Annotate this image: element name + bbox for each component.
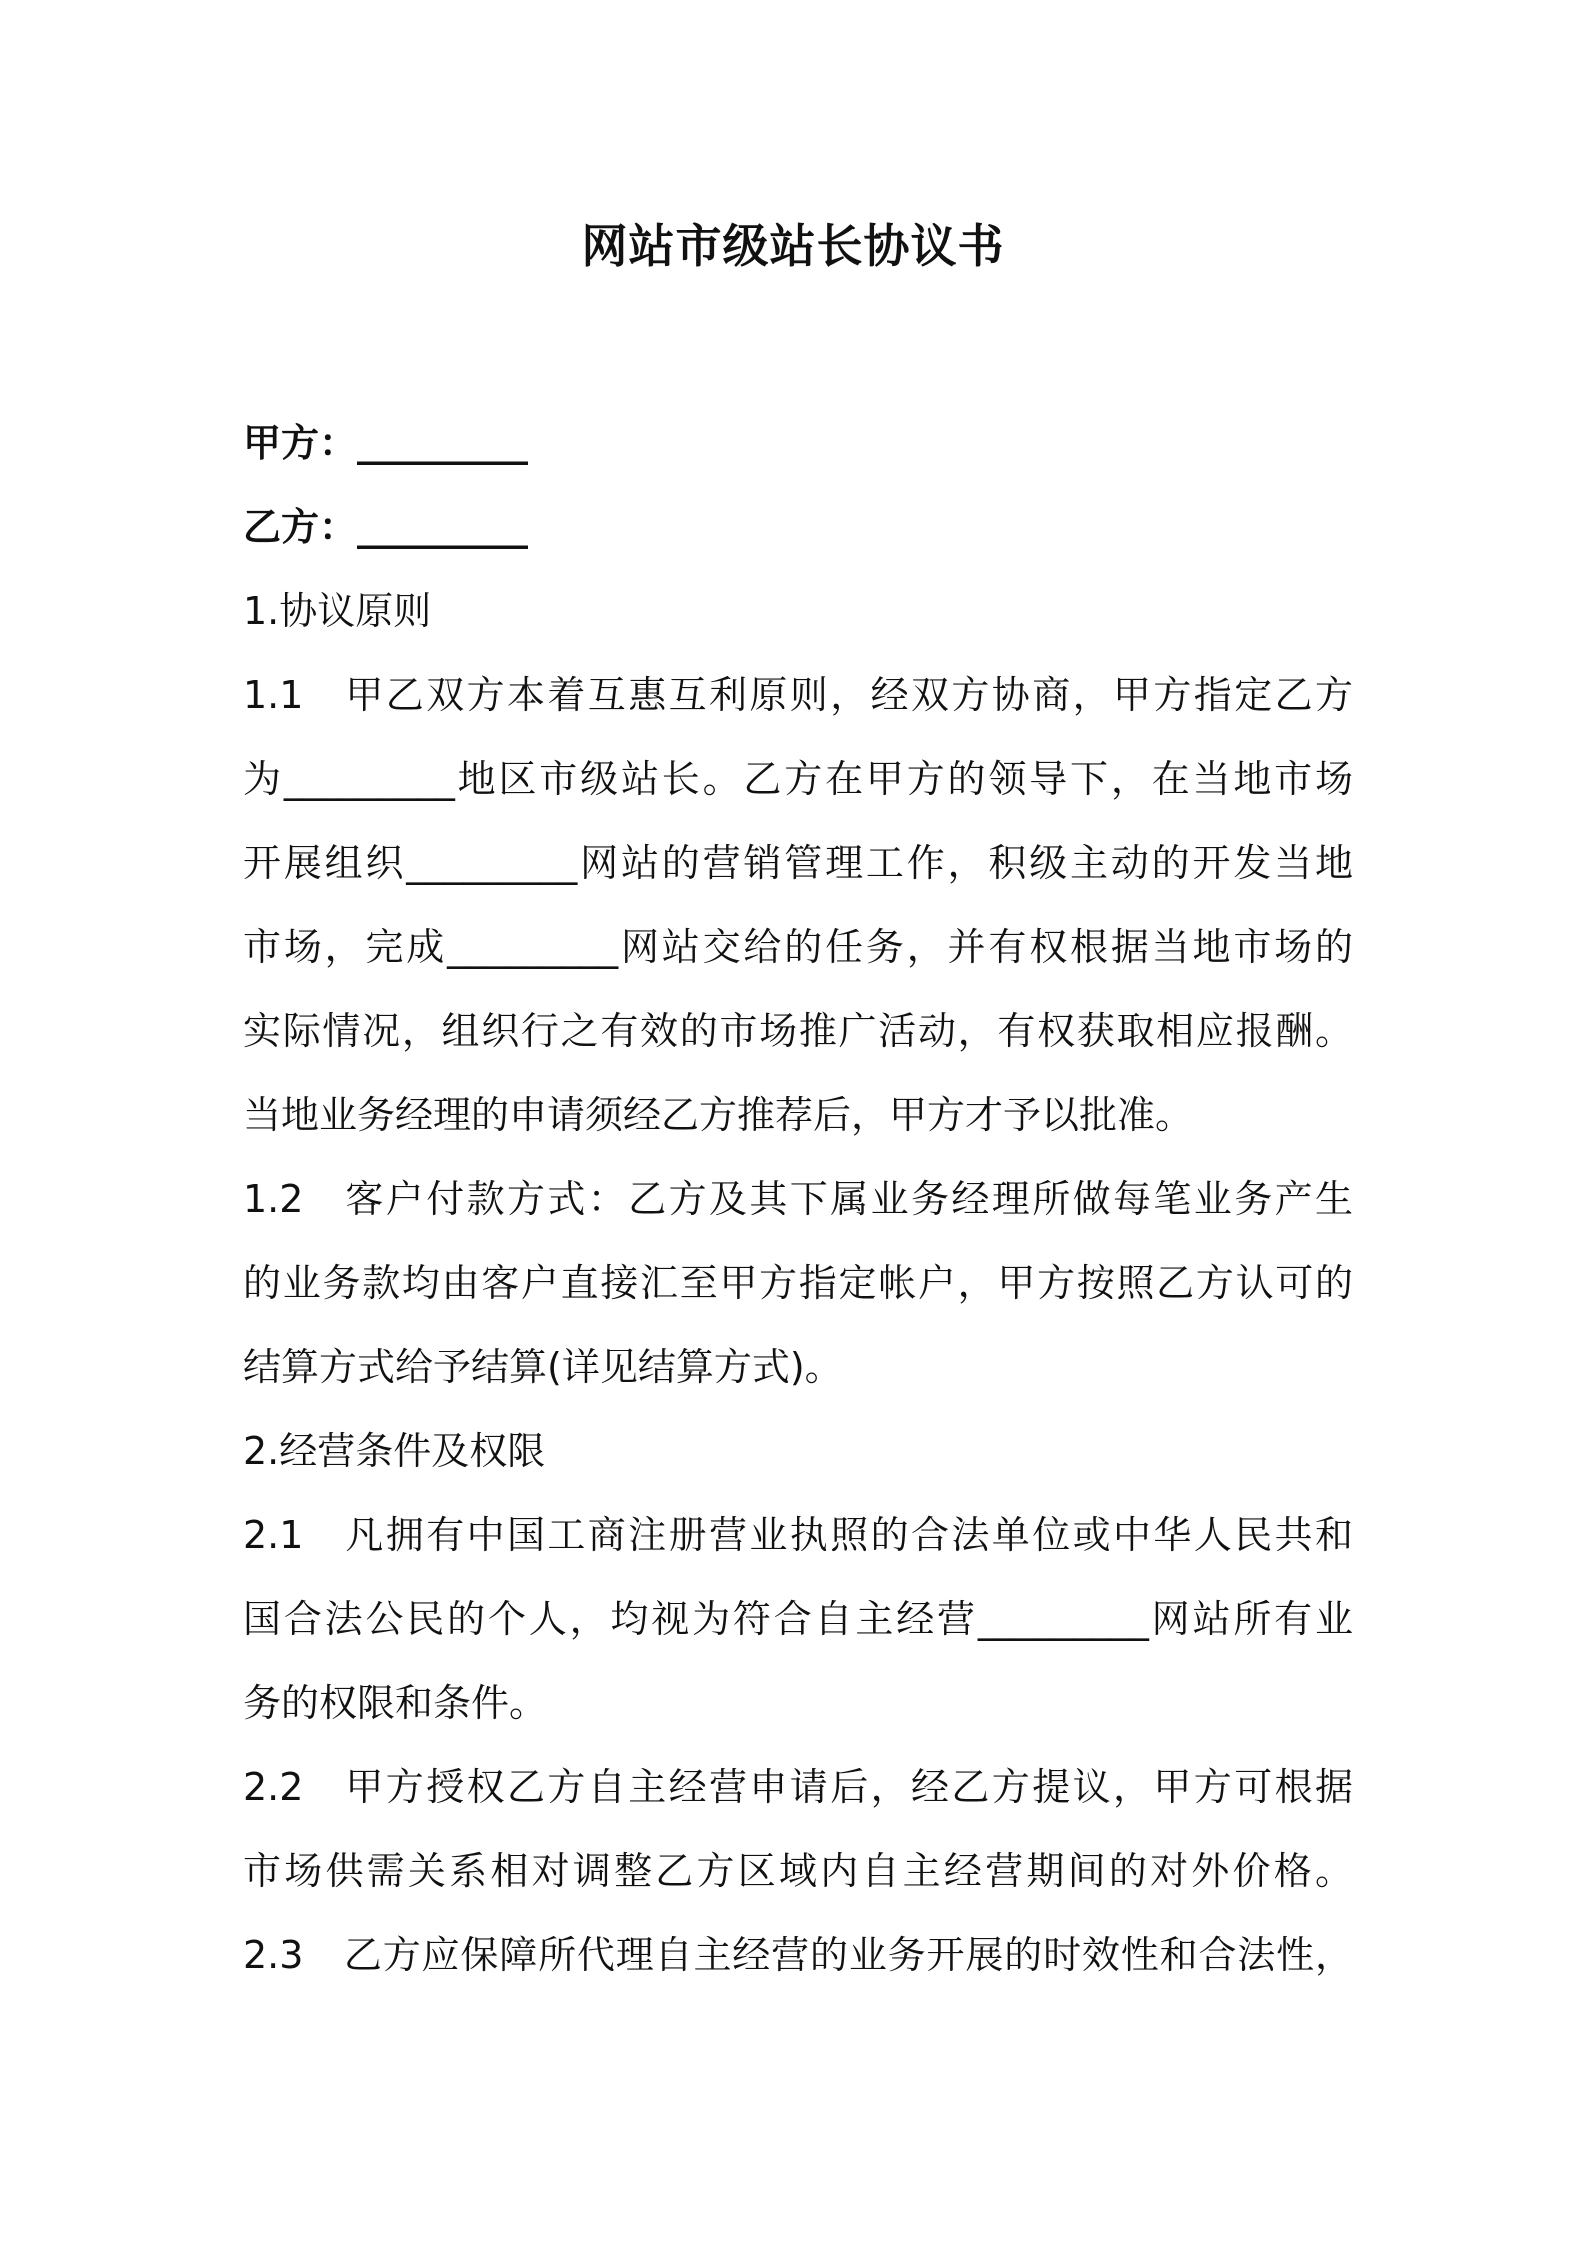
line-text: 客户付款方式：乙方及其下属业务经理所做每笔业务产生 <box>343 1177 1353 1221</box>
document-line <box>243 1157 1353 1241</box>
document-line <box>243 821 1353 905</box>
clause-number: 2.2 <box>243 1765 304 1809</box>
document-line <box>243 1661 1353 1745</box>
clause-number: 1.1 <box>243 673 304 717</box>
document-line <box>243 1577 1353 1661</box>
line-text: 国合法公民的个人，均视为符合自主经营_________网站所有业 <box>243 1597 1353 1641</box>
document-line <box>243 1493 1353 1577</box>
line-text: 实际情况，组织行之有效的市场推广活动，有权获取相应报酬。 <box>243 1009 1353 1053</box>
line-text: 为_________地区市级站长。乙方在甲方的领导下，在当地市场 <box>243 757 1353 801</box>
line-text: 凡拥有中国工商注册营业执照的合法单位或中华人民共和 <box>343 1513 1353 1557</box>
line-text: 市场，完成_________网站交给的任务，并有权根据当地市场的 <box>243 925 1353 969</box>
document-body <box>243 401 1353 1997</box>
document-line <box>243 1241 1353 1325</box>
line-text: 甲方授权乙方自主经营申请后，经乙方提议，甲方可根据 <box>343 1765 1353 1809</box>
line-text: 开展组织_________网站的营销管理工作，积级主动的开发当地 <box>243 841 1353 885</box>
document-line <box>243 1913 1353 1997</box>
document-line <box>243 1409 1353 1493</box>
document-line <box>243 653 1353 737</box>
line-text: 乙方应保障所代理自主经营的业务开展的时效性和合法性， <box>343 1933 1353 1977</box>
line-text: 结算方式给予结算(详见结算方式)。 <box>243 1345 843 1389</box>
line-text: 市场供需关系相对调整乙方区域内自主经营期间的对外价格。 <box>243 1849 1353 1893</box>
document-line <box>243 989 1353 1073</box>
clause-number: 1.2 <box>243 1177 304 1221</box>
line-text: 2.经营条件及权限 <box>243 1429 546 1473</box>
clause-number: 2.1 <box>243 1513 304 1557</box>
line-text: 的业务款均由客户直接汇至甲方指定帐户，甲方按照乙方认可的 <box>243 1261 1353 1305</box>
document-line <box>243 1745 1353 1829</box>
line-text: 甲方：_________ <box>243 421 529 465</box>
document-line <box>243 1073 1353 1157</box>
line-text: 务的权限和条件。 <box>243 1681 548 1725</box>
clause-number: 2.3 <box>243 1933 304 1977</box>
document-line <box>243 905 1353 989</box>
line-text: 甲乙双方本着互惠互利原则，经双方协商，甲方指定乙方 <box>343 673 1353 717</box>
document-line <box>243 1829 1353 1913</box>
document-line <box>243 569 1353 653</box>
document-line <box>243 401 1353 485</box>
line-text: 当地业务经理的申请须经乙方推荐后，甲方才予以批准。 <box>243 1093 1194 1137</box>
line-text: 乙方：_________ <box>243 505 529 549</box>
document-line <box>243 485 1353 569</box>
line-text: 1.协议原则 <box>243 589 432 633</box>
document-line <box>243 1325 1353 1409</box>
document-line <box>243 737 1353 821</box>
document-title: 网站市级站长协议书 <box>581 219 1005 273</box>
